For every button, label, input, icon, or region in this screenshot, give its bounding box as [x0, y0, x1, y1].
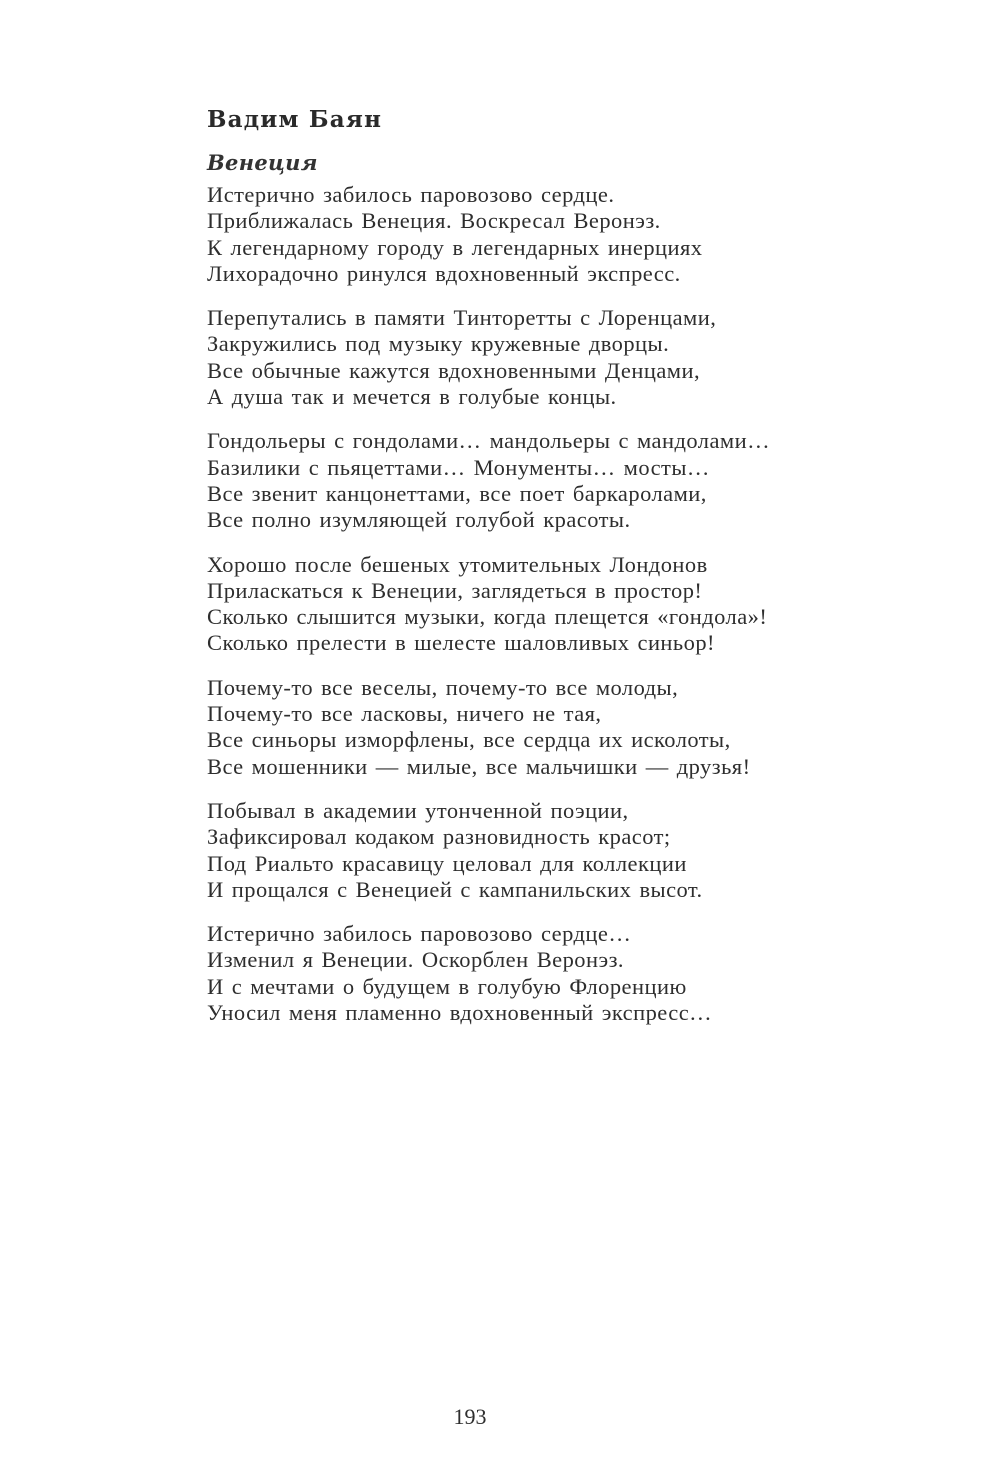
poem-line: Уносил меня пламенно вдохновенный экспресс… [207, 1000, 713, 1026]
stanza [207, 182, 827, 287]
stanza [207, 552, 827, 657]
poem-line: Приближалась Венеция. Воскресал Веронэз. [207, 208, 661, 234]
page-number: 193 [453, 1404, 487, 1429]
poem-line: Все обычные кажутся вдохновенными Денцами, [207, 357, 701, 383]
poem-line: Побывал в академии утонченной поэции, [207, 797, 629, 823]
poem-line: Гондольеры с гондолами… мандольеры с мандолами… [207, 428, 771, 454]
poem-line: К легендарному городу в легендарных инерциях [207, 234, 703, 260]
poem-line: Все полно изумляющей голубой красоты. [207, 507, 631, 533]
poem-line: Все синьоры изморфлены, все сердца их исколоты, [207, 727, 731, 753]
poem-line: Почему-то все ласковы, ничего не тая, [207, 701, 602, 727]
stanza [207, 305, 827, 410]
poem-line: Истерично забилось паровозово сердце. [207, 182, 615, 207]
poem-line: Почему-то все веселы, почему-то все молоды, [207, 674, 679, 700]
poem-line: Закружились под музыку кружевные дворцы. [207, 331, 670, 357]
poem-line: Приласкаться к Венеции, заглядеться в простор! [207, 577, 703, 603]
poem-line: Все звенит канцонеттами, все поет баркаролами, [207, 480, 707, 506]
poem-line: Сколько слышится музыки, когда плещется «гондола»! [207, 604, 768, 630]
poem-line: И с мечтами о будущем в голубую Флоренцию [207, 973, 687, 999]
poem-line: А душа так и мечется в голубые концы. [207, 384, 617, 410]
poem-line: Истерично забилось паровозово сердце… [207, 921, 632, 947]
poem-line: Хорошо после бешеных утомительных Лондонов [207, 551, 708, 577]
poem-line: Под Риальто красавицу целовал для коллекции [207, 850, 687, 876]
poem-title: Венеция [207, 150, 318, 175]
stanza [207, 921, 827, 1026]
poem-line: Сколько прелести в шелесте шаловливых синьор! [207, 630, 715, 656]
poem-line: Все мошенники — милые, все мальчишки — друзья! [207, 753, 751, 779]
stanza [207, 428, 827, 533]
poem-line: Зафиксировал кодаком разновидность красот; [207, 824, 671, 850]
poem-line: Базилики с пьяцеттами… Монументы… мосты… [207, 454, 710, 480]
stanza [207, 675, 827, 780]
author-name: Вадим Баян [207, 106, 383, 133]
poem-line: Изменил я Венеции. Оскорблен Веронэз. [207, 947, 624, 973]
poem-body [207, 182, 827, 1044]
poem-line: И прощался с Венецией с кампанильских высот. [207, 876, 703, 902]
poem-line: Лихорадочно ринулся вдохновенный экспресс. [207, 260, 681, 286]
poem-line: Перепутались в памяти Тинторетты с Лоренцами, [207, 305, 717, 331]
stanza [207, 798, 827, 903]
